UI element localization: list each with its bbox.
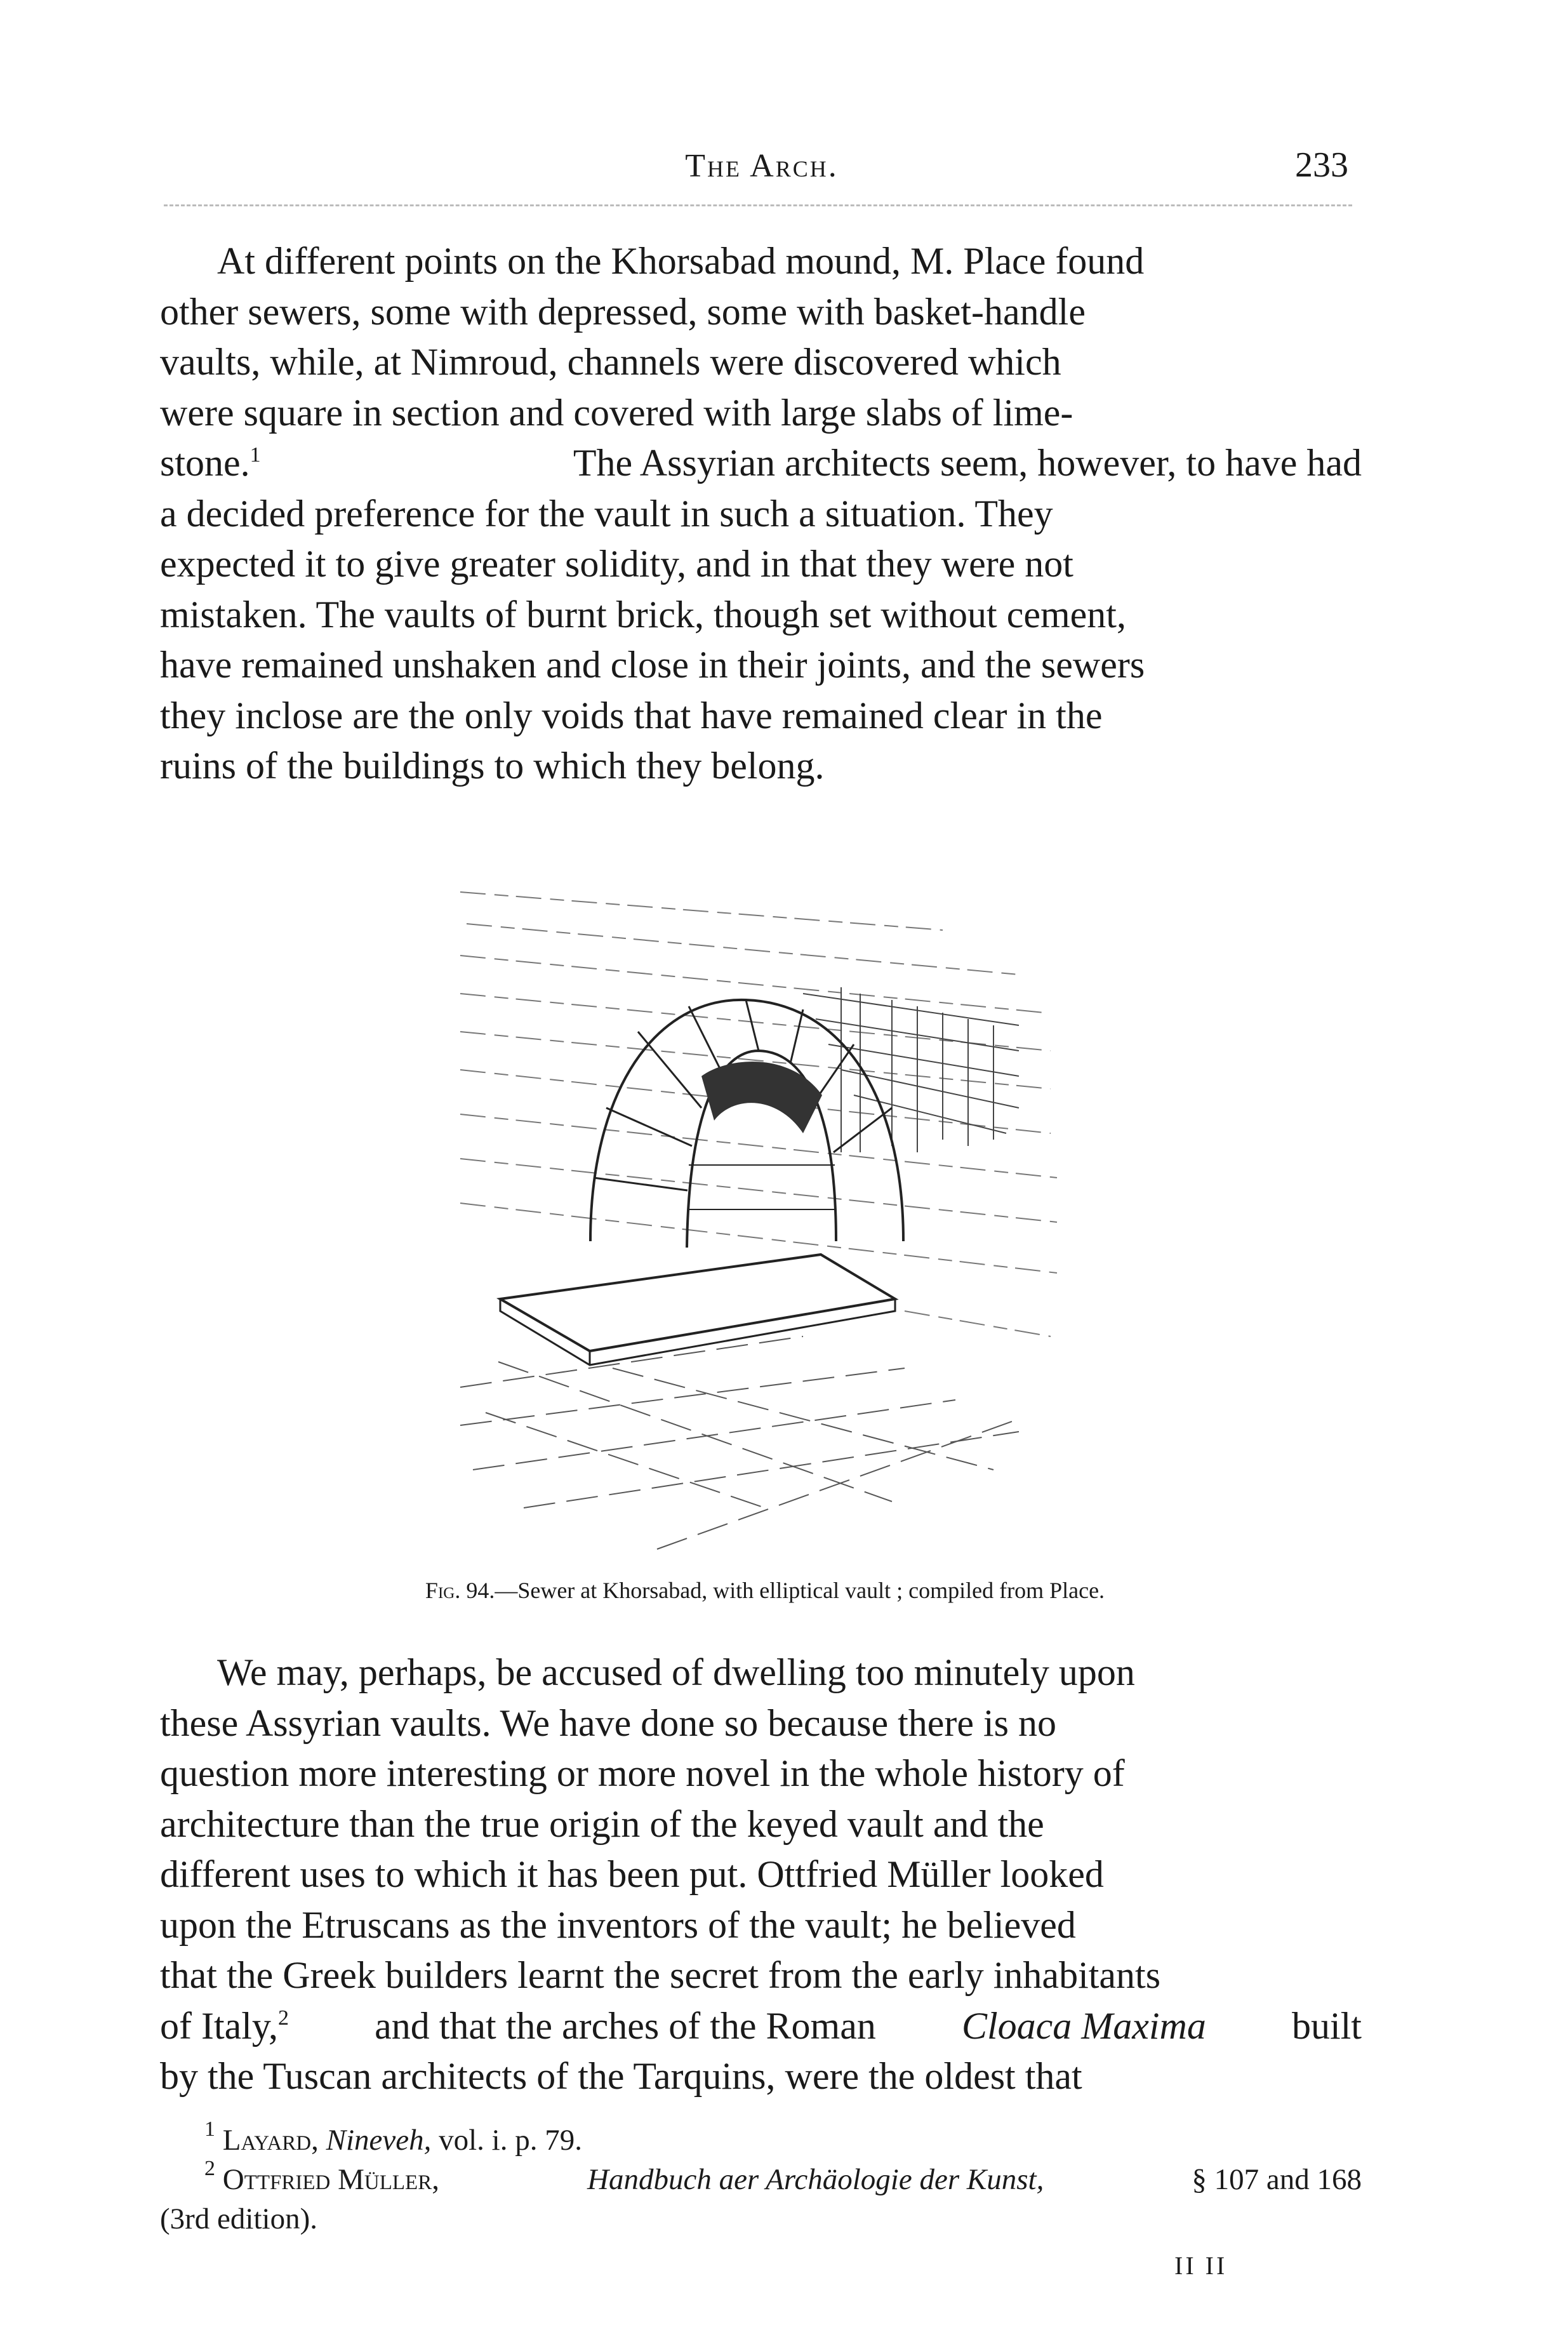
vault-shadow bbox=[701, 1062, 822, 1133]
header-rule bbox=[164, 204, 1352, 206]
caption-text: —Sewer at Khorsabad, with elliptical vault ; compiled from Place. bbox=[495, 1578, 1105, 1603]
text-line: other sewers, some with depressed, some with basket-handle bbox=[160, 290, 1086, 333]
text-line: were square in section and covered with large slabs of lime- bbox=[160, 391, 1073, 434]
text-line: architecture than the true origin of the keyed vault and the bbox=[160, 1802, 1044, 1845]
text-line: mistaken. The vaults of burnt brick, though set without cement, bbox=[160, 593, 1126, 636]
text-line: ruins of the buildings to which they belong. bbox=[160, 745, 825, 787]
text-line: have remained unshaken and close in their joints, and the sewers bbox=[160, 644, 1145, 686]
text-line: a decided preference for the vault in such a situation. They bbox=[160, 492, 1053, 535]
footnote-ref[interactable]: 2 bbox=[278, 2006, 289, 2030]
text-line: upon the Etruscans as the inventors of the vault; he believed bbox=[160, 1903, 1076, 1946]
footnotes bbox=[160, 2117, 1362, 2239]
figure-label: Fig. 94. bbox=[425, 1578, 495, 1603]
text-line: stone.$^1$ The Assyrian architects seem, however, to have had bbox=[160, 442, 1362, 484]
text-line: these Assyrian vaults. We have done so because there is no bbox=[160, 1701, 1057, 1744]
text-line: expected it to give greater solidity, and in that they were not bbox=[160, 543, 1073, 585]
text-line: We may, perhaps, be accused of dwelling too minutely upon bbox=[217, 1651, 1135, 1693]
footnote-1: $^1$ Layard, Nineveh, vol. i. p. 79. bbox=[204, 2117, 582, 2157]
footnote-2: $^2$ Ottfried Müller, Handbuch aer Archäologie der Kunst, § 107 and 168 bbox=[204, 2157, 1362, 2196]
text-line: vaults, while, at Nimroud, channels were discovered which bbox=[160, 341, 1061, 383]
running-header-title: The Arch. bbox=[685, 148, 839, 184]
paragraph-1 bbox=[160, 236, 1362, 792]
sewer-vault-illustration bbox=[448, 867, 1070, 1552]
footnote-ref[interactable]: 1 bbox=[249, 443, 261, 467]
floor-lines bbox=[460, 1336, 1019, 1549]
page-number: 233 bbox=[1295, 145, 1348, 185]
text-line: of Italy,$^2$ and that the arches of the Roman Cloaca Maxima built bbox=[160, 2004, 1362, 2047]
stone-slab bbox=[500, 1255, 895, 1351]
text-line: At different points on the Khorsabad mound, M. Place found bbox=[217, 240, 1145, 282]
text-line: that the Greek builders learnt the secret from the early inhabitants bbox=[160, 1954, 1161, 1996]
signature-mark: II II bbox=[1174, 2251, 1228, 2280]
footnote-2-continued: (3rd edition). bbox=[160, 2202, 317, 2235]
text-line: question more interesting or more novel in the whole history of bbox=[160, 1752, 1125, 1794]
figure-caption bbox=[0, 1577, 1530, 1604]
outer-arch bbox=[590, 1000, 903, 1241]
text-line: by the Tuscan architects of the Tarquins, were the oldest that bbox=[160, 2055, 1082, 2097]
text-line: different uses to which it has been put. Ottfried Müller looked bbox=[160, 1853, 1104, 1895]
text-line: they inclose are the only voids that have remained clear in the bbox=[160, 694, 1103, 736]
paragraph-2 bbox=[160, 1648, 1362, 2102]
